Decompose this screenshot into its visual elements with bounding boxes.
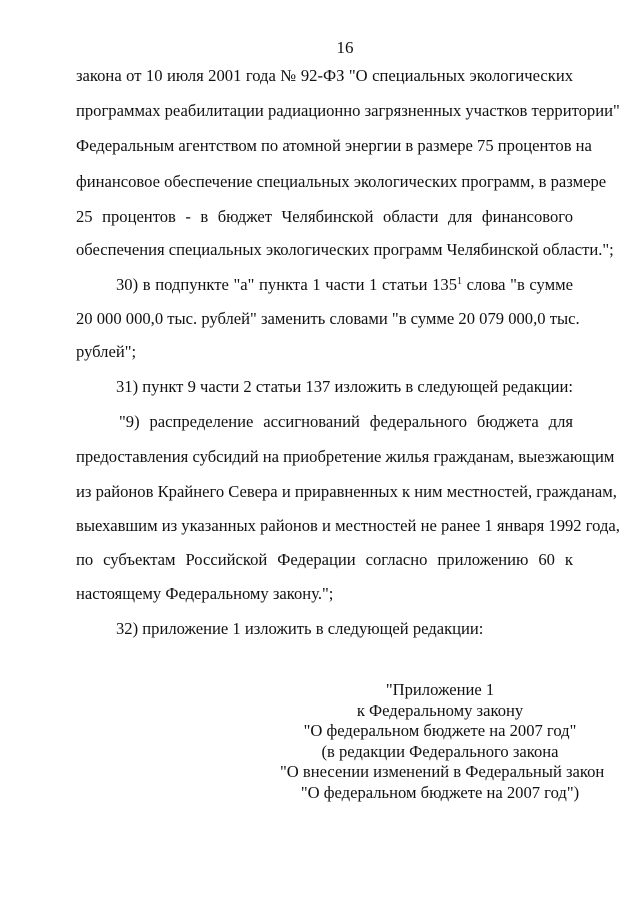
body-line-13: из районов Крайнего Севера и приравненных к ним местностей, гражданам, [76, 482, 617, 501]
body-line-8: 20 000 000,0 тыс. рублей" заменить словами "в сумме 20 079 000,0 тыс. [76, 309, 580, 328]
item-30-text-end: слова "в сумме [462, 275, 573, 294]
body-line-14: выехавшим из указанных районов и местностей не ранее 1 января 1992 года, [76, 516, 620, 535]
body-line-6: обеспечения специальных экологических программ Челябинской области."; [76, 240, 614, 259]
appendix-title: "Приложение 1 [385, 680, 495, 699]
body-line-16: настоящему Федеральному закону."; [76, 584, 334, 603]
item-30-text: 30) в подпункте "а" пункта 1 части 1 статьи 135 [116, 275, 457, 294]
appendix-line-3: "О федеральном бюджете на 2007 год" [303, 721, 577, 740]
appendix-line-6: "О федеральном бюджете на 2007 год") [300, 782, 580, 802]
body-line-5: 25 процентов - в бюджет Челябинской области для финансового [76, 207, 573, 226]
item-31-line: 31) пункт 9 части 2 статьи 137 изложить в следующей редакции: [116, 377, 574, 396]
body-line-3: Федеральным агентством по атомной энергии в размере 75 процентов на [76, 136, 592, 155]
body-line-2: программах реабилитации радиационно загрязненных участков территории" [76, 101, 620, 120]
item-32-line: 32) приложение 1 изложить в следующей редакции: [116, 619, 484, 638]
body-line-9: рублей"; [76, 342, 137, 361]
body-line-12: предоставления субсидий на приобретение жилья гражданам, выезжающим [76, 447, 615, 466]
appendix-line-5: "О внесении изменений в Федеральный закон [280, 762, 605, 781]
item-30-line [116, 275, 573, 295]
page-number: 16 [336, 38, 354, 57]
appendix-header [280, 680, 605, 803]
appendix-line-4: (в редакции Федерального закона [321, 741, 559, 761]
body-line-1: закона от 10 июля 2001 года № 92-ФЗ "О специальных экологических [76, 66, 573, 85]
body-line-4: финансовое обеспечение специальных экологических программ, в размере [76, 172, 607, 191]
appendix-line-2: к Федеральному закону [356, 700, 524, 720]
body-line-15: по субъектам Российской Федерации согласно приложению 60 к [76, 550, 573, 569]
item-30-superscript: 1 [457, 276, 462, 287]
body-line-11: "9) распределение ассигнований федерального бюджета для [119, 412, 573, 431]
